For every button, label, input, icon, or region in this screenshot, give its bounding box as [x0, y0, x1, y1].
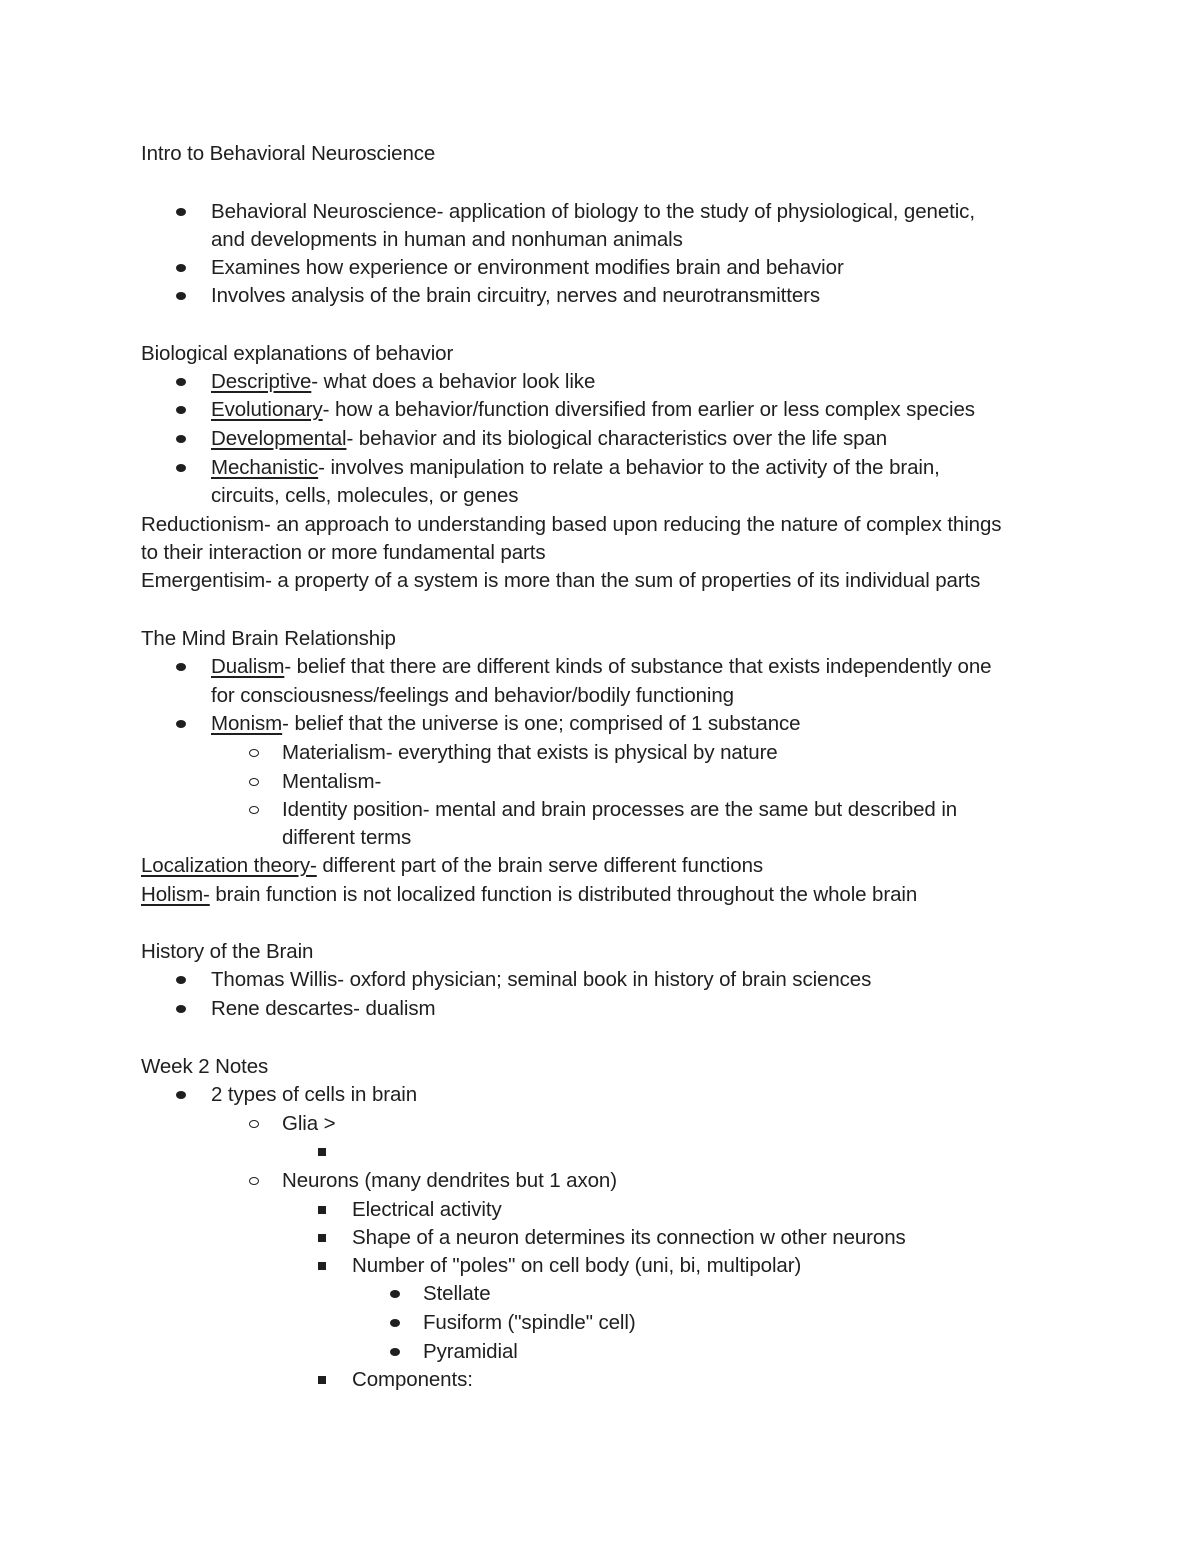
bullet-disc-icon: [176, 435, 186, 443]
term-evolutionary: Evolutionary: [211, 398, 323, 421]
bullet-disc-icon: [176, 976, 186, 984]
bullet-square-icon: [318, 1262, 326, 1270]
bullet-square-icon: [318, 1148, 326, 1156]
bullet-disc-icon: [176, 464, 186, 472]
bullet-disc-icon: [176, 378, 186, 386]
paragraph-emergentism: Emergentisim- a property of a system is more than the sum of properties of its individual parts: [141, 569, 981, 592]
definition-text: - belief that there are different kinds of substance that exists independently one: [284, 655, 992, 678]
list-item: [211, 425, 887, 453]
bullet-circle-icon: [249, 806, 259, 814]
bullet-disc-icon: [390, 1348, 400, 1356]
bullet-circle-icon: [249, 1177, 259, 1185]
bullet-circle-icon: [249, 749, 259, 757]
bullet-square-icon: [318, 1234, 326, 1242]
list-item: Pyramidial: [423, 1340, 518, 1363]
paragraph-localization: [141, 852, 763, 880]
list-item-continuation: for consciousness/feelings and behavior/bodily functioning: [211, 684, 734, 707]
bullet-disc-icon: [176, 208, 186, 216]
bullet-disc-icon: [176, 406, 186, 414]
list-item-continuation: and developments in human and nonhuman animals: [211, 228, 683, 251]
bullet-square-icon: [318, 1376, 326, 1384]
heading-week2: Week 2 Notes: [141, 1055, 269, 1078]
definition-text: - what does a behavior look like: [311, 370, 596, 393]
term-monism: Monism: [211, 712, 283, 735]
bullet-disc-icon: [390, 1290, 400, 1298]
bullet-disc-icon: [176, 1005, 186, 1013]
bullet-square-icon: [318, 1206, 326, 1214]
bullet-disc-icon: [176, 1091, 186, 1099]
term-holism: Holism-: [141, 883, 210, 906]
list-item: Identity position- mental and brain processes are the same but described in: [282, 798, 958, 821]
list-item: Glia >: [282, 1112, 336, 1135]
bullet-disc-icon: [176, 663, 186, 671]
paragraph-reductionism-continuation: to their interaction or more fundamental parts: [141, 541, 546, 564]
list-item: [211, 396, 975, 424]
bullet-circle-icon: [249, 1120, 259, 1128]
list-item: Neurons (many dendrites but 1 axon): [282, 1169, 617, 1192]
definition-text: - belief that the universe is one; comprised of 1 substance: [282, 712, 801, 735]
definition-text: - involves manipulation to relate a behavior to the activity of the brain,: [318, 456, 940, 479]
list-item: Electrical activity: [352, 1198, 502, 1221]
list-item: Shape of a neuron determines its connection w other neurons: [352, 1226, 906, 1249]
list-item: Involves analysis of the brain circuitry, nerves and neurotransmitters: [211, 284, 821, 307]
heading-mind-brain: The Mind Brain Relationship: [141, 627, 396, 650]
list-item-continuation: different terms: [282, 826, 412, 849]
bullet-disc-icon: [390, 1319, 400, 1327]
term-dualism: Dualism: [211, 655, 285, 678]
definition-text: brain function is not localized function is distributed throughout the whole brain: [209, 883, 918, 906]
list-item: [211, 653, 991, 681]
definition-text: - behavior and its biological characteristics over the life span: [346, 427, 887, 450]
list-item-continuation: circuits, cells, molecules, or genes: [211, 484, 519, 507]
paragraph-holism: [141, 881, 917, 909]
list-item: [211, 710, 800, 738]
term-localization-theory: Localization theory-: [141, 854, 317, 877]
list-item: Materialism- everything that exists is physical by nature: [282, 741, 778, 764]
list-item: Rene descartes- dualism: [211, 997, 436, 1020]
list-item: Number of "poles" on cell body (uni, bi, multipolar): [352, 1254, 802, 1277]
list-item: Stellate: [423, 1282, 491, 1305]
heading-history: History of the Brain: [141, 940, 314, 963]
bullet-disc-icon: [176, 720, 186, 728]
definition-text: different part of the brain serve different functions: [316, 854, 764, 877]
list-item: Behavioral Neuroscience- application of biology to the study of physiological, genetic,: [211, 200, 975, 223]
paragraph-reductionism: Reductionism- an approach to understanding based upon reducing the nature of complex things: [141, 513, 1002, 536]
definition-text: - how a behavior/function diversified from earlier or less complex species: [322, 398, 975, 421]
term-descriptive: Descriptive: [211, 370, 312, 393]
list-item: Examines how experience or environment modifies brain and behavior: [211, 256, 844, 279]
term-mechanistic: Mechanistic: [211, 456, 319, 479]
list-item: [211, 454, 940, 482]
list-item: Fusiform ("spindle" cell): [423, 1311, 636, 1334]
heading-intro: Intro to Behavioral Neuroscience: [141, 142, 436, 165]
bullet-circle-icon: [249, 778, 259, 786]
bullet-disc-icon: [176, 292, 186, 300]
term-developmental: Developmental: [211, 427, 347, 450]
heading-biological-explanations: Biological explanations of behavior: [141, 342, 454, 365]
list-item: Thomas Willis- oxford physician; seminal book in history of brain sciences: [211, 968, 872, 991]
list-item: Mentalism-: [282, 770, 382, 793]
list-item: [211, 368, 595, 396]
list-item: Components:: [352, 1368, 473, 1391]
bullet-disc-icon: [176, 264, 186, 272]
list-item: 2 types of cells in brain: [211, 1083, 418, 1106]
